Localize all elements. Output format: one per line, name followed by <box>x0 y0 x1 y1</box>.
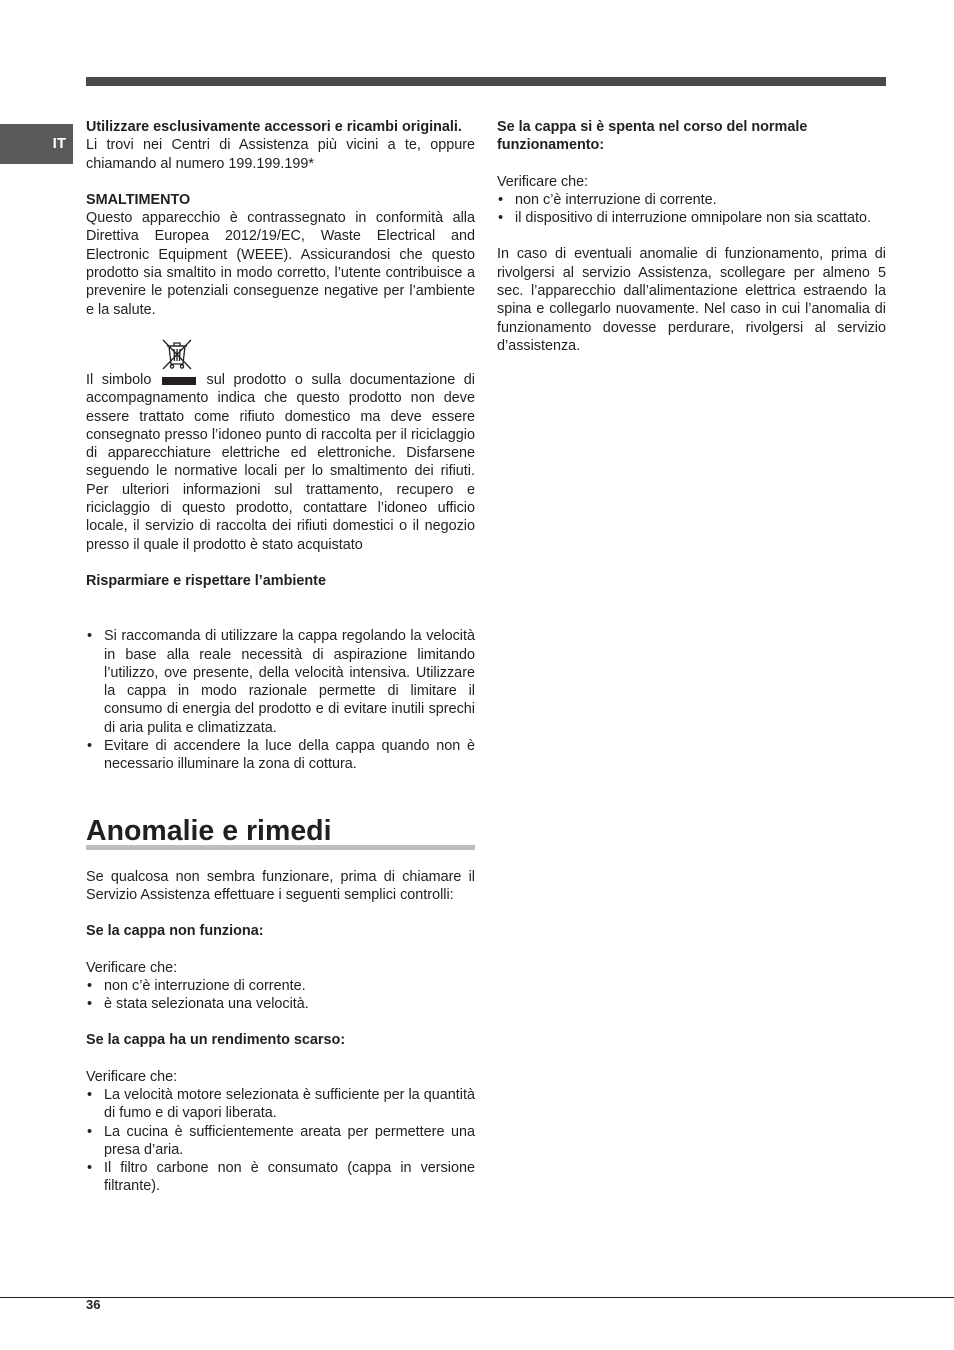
case2-heading: Se la cappa ha un rendimento scarso: <box>86 1032 346 1049</box>
case1-list <box>86 977 475 1014</box>
page-number: 36 <box>86 1297 101 1312</box>
case1-heading: Se la cappa non funziona: <box>86 923 264 940</box>
case3-check: Verificare che: <box>497 173 589 190</box>
crossed-out-wheelie-bin-icon <box>160 337 194 371</box>
environment-heading: Risparmiare e rispettare l’ambiente <box>86 572 326 589</box>
list-item: • La cucina è sufficientemente areata per permettere una presa d’aria. <box>86 1123 475 1160</box>
accessories-text: Li trovi nei Centri di Assistenza più vicini a te, oppure chiamando al numero 199.199.199* <box>86 137 475 172</box>
list-item: • il dispositivo di interruzione omnipolare non sia scattato. <box>497 209 886 227</box>
case2-check: Verificare che: <box>86 1068 178 1085</box>
symbol-text: sul prodotto o sulla documentazione di accompagnamento indica che questo prodotto non deve essere trattato come rifiuto domestico ma deve essere consegnato presso l’idoneo punto di raccolta per il riciclaggio di apparecchiature elettriche ed elettroniche. Disfarsene seguendo le normative locali per lo smaltimento dei rifiuti. Per ulteriori informazioni sul trattamento, recupero e riciclaggio di questo prodotto, contattare l’idoneo ufficio locale, il servizio di raccolta dei rifiuti domestici o il negozio presso il quale il prodotto è stato acquistato <box>86 371 475 553</box>
disposal-heading: SMALTIMENTO <box>86 191 191 208</box>
list-item: • è stata selezionata una velocità. <box>86 995 475 1013</box>
right-column <box>497 118 886 355</box>
list-item: • Si raccomanda di utilizzare la cappa regolando la velocità in base alla reale necessità di aspirazione limitando l’utilizzo, ove presente, della velocità intensiva. Utilizzare la cappa in modo razionale permette di limitare il consumo di energia del prodotto e di evitare inutili sprechi di aria pulita e climatizzata. <box>86 627 475 737</box>
list-item: • non c’è interruzione di corrente. <box>497 191 886 209</box>
list-item: • Il filtro carbone non è consumato (cappa in versione filtrante). <box>86 1159 475 1196</box>
environment-list <box>86 627 475 773</box>
disposal-text: Questo apparecchio è contrassegnato in conformità alla Direttiva Europea 2012/19/EC, Waste Electrical and Electronic Equipment (WEEE). Assicurandosi che questo prodotto sia smaltito in modo corretto, l’utente contribuisce a prevenire le potenziali conseguenze negative per l’ambiente e la salute. <box>86 210 475 318</box>
weee-symbol-row <box>86 337 475 371</box>
case2-list <box>86 1086 475 1196</box>
language-tab: IT <box>0 124 73 164</box>
list-item: • Evitare di accendere la luce della cappa quando non è necessario illuminare la zona di cottura. <box>86 737 475 774</box>
left-column <box>86 118 475 1196</box>
case1-check: Verificare che: <box>86 959 178 976</box>
footer-rule <box>0 1297 954 1298</box>
symbol-prefix: Il simbolo <box>86 371 152 388</box>
accessories-heading: Utilizzare esclusivamente accessori e ricambi originali. <box>86 119 462 135</box>
weee-symbol-paragraph <box>86 371 475 554</box>
case3-heading: Se la cappa si è spenta nel corso del normale funzionamento: <box>497 119 808 154</box>
list-item: • non c’è interruzione di corrente. <box>86 977 475 995</box>
list-item: • La velocità motore selezionata è sufficiente per la quantità di fumo e di vapori liberata. <box>86 1086 475 1123</box>
intro-text: Se qualcosa non sembra funzionare, prima di chiamare il Servizio Assistenza effettuare i seguenti semplici controlli: <box>86 868 475 903</box>
closing-text: In caso di eventuali anomalie di funzionamento, prima di rivolgersi al servizio Assistenza, scollegare per almeno 5 sec. l’apparecchio dall’alimentazione elettrica estraendo la spina e collegarlo nuovamente. Nel caso in cui l’anomalia di funzionamento dovesse perdurare, rivolgersi al servizio d’assistenza. <box>497 246 886 354</box>
section-title: Anomalie e rimedi <box>86 814 332 847</box>
case3-list <box>497 191 886 228</box>
bin-underline-bar <box>162 377 196 385</box>
top-rule <box>86 77 886 86</box>
